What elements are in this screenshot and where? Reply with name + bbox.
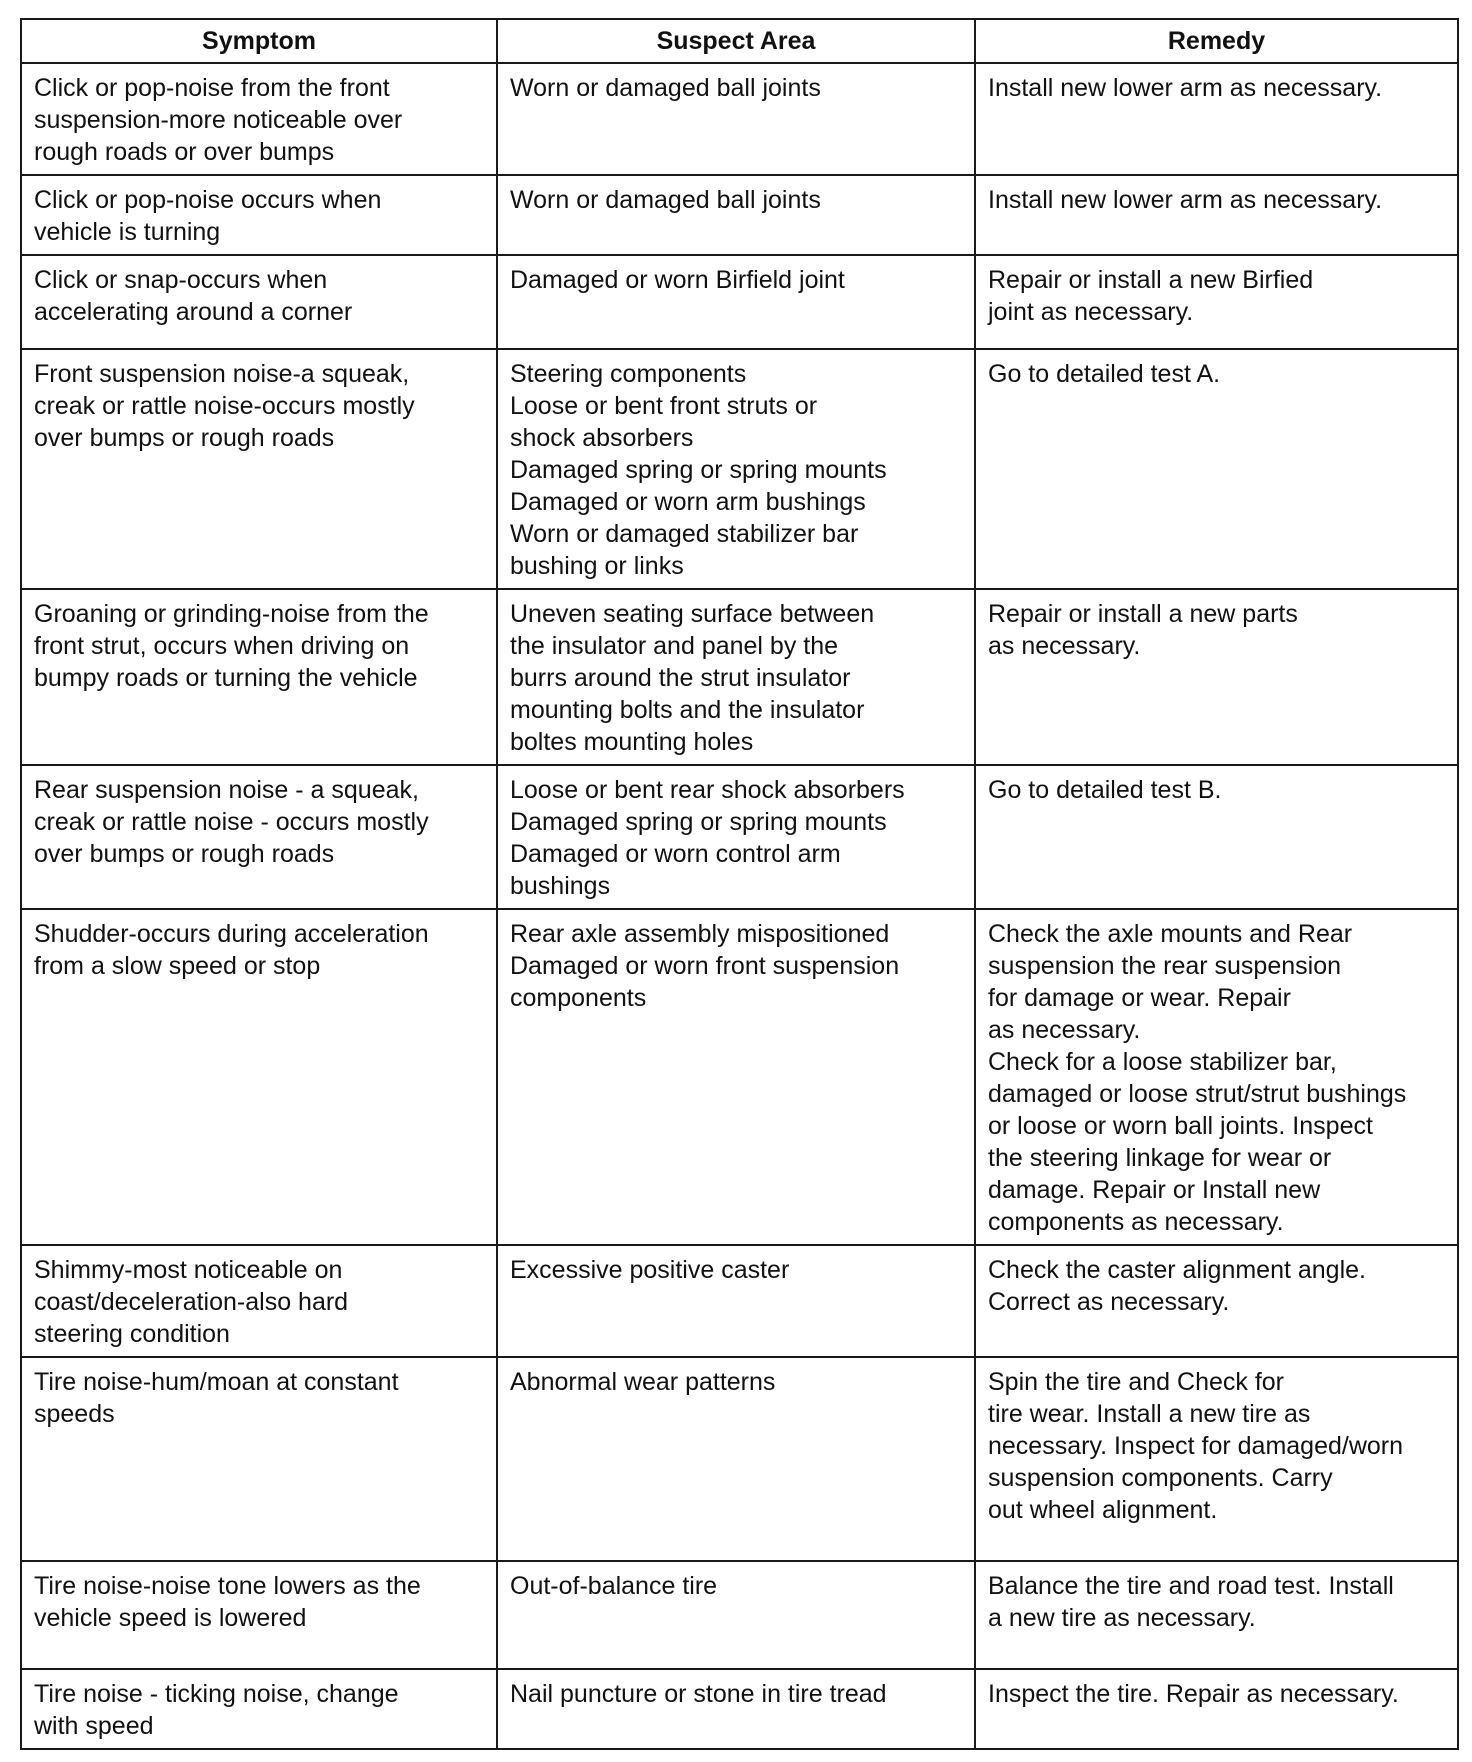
table-row bbox=[21, 1245, 1458, 1357]
remedy-cell: Check the axle mounts and Rear suspension the rear suspension for damage or wear. Repair as necessary. Check for a loose stabilizer bar, damaged or loose strut/strut bushings or loose or worn ball joints. Inspect the steering linkage for wear or damage. Repair or Install new components as necessary. bbox=[975, 909, 1458, 1245]
suspect-area-cell: Damaged or worn Birfield joint bbox=[497, 255, 975, 349]
symptom-cell: Groaning or grinding-noise from the front strut, occurs when driving on bumpy roads or turning the vehicle bbox=[21, 589, 497, 765]
suspect-area-cell: Worn or damaged ball joints bbox=[497, 63, 975, 175]
table-row bbox=[21, 765, 1458, 909]
header-suspect-area: Suspect Area bbox=[497, 19, 975, 63]
table-row bbox=[21, 255, 1458, 349]
remedy-cell: Spin the tire and Check for tire wear. Install a new tire as necessary. Inspect for damaged/worn suspension components. Carry out wheel alignment. bbox=[975, 1357, 1458, 1561]
remedy-cell: Balance the tire and road test. Install a new tire as necessary. bbox=[975, 1561, 1458, 1669]
remedy-cell: Repair or install a new parts as necessary. bbox=[975, 589, 1458, 765]
symptom-cell: Tire noise-noise tone lowers as the vehicle speed is lowered bbox=[21, 1561, 497, 1669]
suspect-area-cell: Out-of-balance tire bbox=[497, 1561, 975, 1669]
symptom-cell: Click or snap-occurs when accelerating around a corner bbox=[21, 255, 497, 349]
suspect-area-cell: Worn or damaged ball joints bbox=[497, 175, 975, 255]
remedy-cell: Go to detailed test B. bbox=[975, 765, 1458, 909]
suspect-area-cell: Abnormal wear patterns bbox=[497, 1357, 975, 1561]
table-row bbox=[21, 589, 1458, 765]
table-row bbox=[21, 1357, 1458, 1561]
symptom-cell: Front suspension noise-a squeak, creak or rattle noise-occurs mostly over bumps or rough roads bbox=[21, 349, 497, 589]
suspect-area-cell: Nail puncture or stone in tire tread bbox=[497, 1669, 975, 1749]
header-symptom: Symptom bbox=[21, 19, 497, 63]
symptom-cell: Tire noise-hum/moan at constant speeds bbox=[21, 1357, 497, 1561]
suspect-area-cell: Steering components Loose or bent front struts or shock absorbers Damaged spring or spring mounts Damaged or worn arm bushings Worn or damaged stabilizer bar bushing or links bbox=[497, 349, 975, 589]
symptom-cell: Shudder-occurs during acceleration from a slow speed or stop bbox=[21, 909, 497, 1245]
remedy-cell: Go to detailed test A. bbox=[975, 349, 1458, 589]
suspect-area-cell: Excessive positive caster bbox=[497, 1245, 975, 1357]
remedy-cell: Install new lower arm as necessary. bbox=[975, 175, 1458, 255]
table-row bbox=[21, 909, 1458, 1245]
symptom-cell: Tire noise - ticking noise, change with speed bbox=[21, 1669, 497, 1749]
table-row bbox=[21, 1561, 1458, 1669]
header-remedy: Remedy bbox=[975, 19, 1458, 63]
suspect-area-cell: Rear axle assembly mispositioned Damaged or worn front suspension components bbox=[497, 909, 975, 1245]
diagnosis-table bbox=[20, 18, 1459, 1750]
symptom-cell: Click or pop-noise from the front suspension-more noticeable over rough roads or over bumps bbox=[21, 63, 497, 175]
symptom-cell: Click or pop-noise occurs when vehicle is turning bbox=[21, 175, 497, 255]
remedy-cell: Inspect the tire. Repair as necessary. bbox=[975, 1669, 1458, 1749]
symptom-cell: Rear suspension noise - a squeak, creak or rattle noise - occurs mostly over bumps or rough roads bbox=[21, 765, 497, 909]
remedy-cell: Install new lower arm as necessary. bbox=[975, 63, 1458, 175]
table-row bbox=[21, 175, 1458, 255]
table-row bbox=[21, 349, 1458, 589]
table-header-row bbox=[21, 19, 1458, 63]
remedy-cell: Check the caster alignment angle. Correct as necessary. bbox=[975, 1245, 1458, 1357]
table-row bbox=[21, 1669, 1458, 1749]
symptom-cell: Shimmy-most noticeable on coast/deceleration-also hard steering condition bbox=[21, 1245, 497, 1357]
suspect-area-cell: Loose or bent rear shock absorbers Damaged spring or spring mounts Damaged or worn control arm bushings bbox=[497, 765, 975, 909]
suspect-area-cell: Uneven seating surface between the insulator and panel by the burrs around the strut insulator mounting bolts and the insulator boltes mounting holes bbox=[497, 589, 975, 765]
table-row bbox=[21, 63, 1458, 175]
remedy-cell: Repair or install a new Birfied joint as necessary. bbox=[975, 255, 1458, 349]
